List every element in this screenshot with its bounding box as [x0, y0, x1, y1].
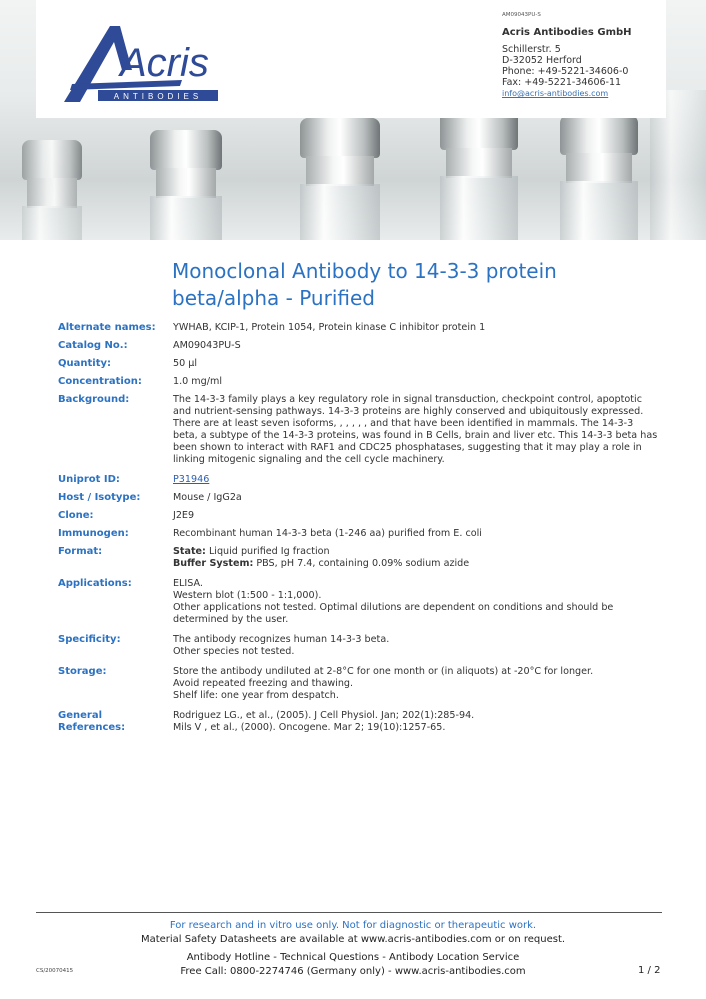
title-line-2: beta/alpha - Purified: [172, 286, 375, 310]
spec-label: Uniprot ID:: [58, 474, 120, 485]
spec-label: Immunogen:: [58, 528, 129, 539]
vial-image: [560, 115, 638, 240]
acris-logo: [62, 24, 222, 106]
spec-row-specificity: [58, 634, 658, 658]
spec-value: [173, 578, 658, 626]
hotline-note: Antibody Hotline - Technical Questions - Antibody Location Service: [186, 952, 520, 963]
spec-row-quantity: [58, 358, 658, 370]
fax-number: Fax: +49-5221-34606-11: [502, 77, 622, 88]
spec-label: [58, 710, 173, 734]
research-use-note: For research and in vitro use only. Not for diagnostic or therapeutic work.: [169, 920, 537, 931]
logo-subtext: ANTIBODIES: [113, 92, 203, 101]
free-call-note: Free Call: 0800-2274746 (Germany only) - www.acris-antibodies.com: [180, 966, 526, 977]
page-title: [172, 258, 602, 312]
spec-row-concentration: [58, 376, 658, 388]
storage-line: Avoid repeated freezing and thawing.: [173, 678, 354, 689]
vial-image: [440, 110, 518, 240]
document-code: CS/20070415: [36, 968, 74, 974]
spec-row-immunogen: [58, 528, 658, 540]
applications-line: Other applications not tested. Optimal dilutions are dependent on conditions and should be determined by the user.: [173, 602, 614, 625]
vial-image: [150, 130, 222, 240]
vial-image: [300, 118, 380, 240]
storage-line: Store the antibody undiluted at 2-8°C for one month or (in aliquots) at -20°C for longer.: [173, 666, 594, 677]
spec-value: [173, 666, 658, 702]
applications-line: Western blot (1:500 - 1:1,000).: [173, 590, 322, 601]
spec-label: Quantity:: [58, 358, 111, 369]
msds-note: Material Safety Datasheets are available at www.acris-antibodies.com or on request.: [140, 934, 566, 945]
spec-row-host: [58, 492, 658, 504]
state-value: Liquid purified Ig fraction: [205, 546, 330, 557]
spec-row-format: [58, 546, 658, 570]
company-contact-block: [502, 10, 632, 99]
spec-row-applications: [58, 578, 658, 626]
company-name: Acris Antibodies GmbH: [502, 27, 632, 38]
specification-table: [58, 322, 658, 740]
spec-value: YWHAB, KCIP-1, Protein 1054, Protein kinase C inhibitor protein 1: [173, 322, 486, 333]
specificity-line: The antibody recognizes human 14-3-3 beta.: [173, 634, 390, 645]
footer-divider: [36, 912, 662, 913]
spec-label: Specificity:: [58, 634, 121, 645]
reference-entry: Rodriguez LG., et al., (2005). J Cell Physiol. Jan; 202(1):285-94.: [173, 710, 475, 721]
buffer-value: PBS, pH 7.4, containing 0.09% sodium azide: [253, 558, 470, 569]
uniprot-link[interactable]: P31946: [173, 474, 210, 485]
specificity-line: Other species not tested.: [173, 646, 295, 657]
spec-row-uniprot: [58, 474, 658, 486]
buffer-label: Buffer System:: [173, 558, 254, 569]
spec-label: Background:: [58, 394, 130, 405]
spec-row-clone: [58, 510, 658, 522]
references-label-line: References:: [58, 722, 126, 733]
spec-value: Mouse / IgG2a: [173, 492, 242, 503]
reference-entry: Mils V , et al., (2000). Oncogene. Mar 2; 19(10):1257-65.: [173, 722, 446, 733]
spec-value: 1.0 mg/ml: [173, 376, 222, 387]
references-label-line: General: [58, 710, 102, 721]
spec-label: Alternate names:: [58, 322, 156, 333]
state-label: State:: [173, 546, 206, 557]
spec-value: Recombinant human 14-3-3 beta (1-246 aa) purified from E. coli: [173, 528, 482, 539]
applications-line: ELISA.: [173, 578, 203, 589]
spec-value: [173, 546, 658, 570]
spec-value: J2E9: [173, 510, 195, 521]
title-line-1: Monoclonal Antibody to 14-3-3 protein: [172, 259, 557, 283]
phone-number: Phone: +49-5221-34606-0: [502, 66, 629, 77]
spec-value: [173, 634, 658, 658]
spec-value: The 14-3-3 family plays a key regulatory role in signal transduction, checkpoint control, apoptotic and nutrient-sensing pathways. 14-3-3 proteins are highly conserved and ubiquitously expressed. There are at least seven isoforms, , , , , , and that have been identified in mammals. The 14-3-3 beta, a subtype of the 14-3-3 proteins, was found in B Cells, brain and liver etc. This 14-3-3 beta has been shown to interact with RAF1 and CDC25 phosphatases, suggesting that it may play a role in linking mitogenic signaling and the cell cycle machinery.: [173, 394, 658, 465]
spec-row-background: [58, 394, 658, 466]
address-line-1: Schillerstr. 5: [502, 44, 561, 55]
spec-value: AM09043PU-S: [173, 340, 241, 351]
spec-row-alternate-names: [58, 322, 658, 334]
spec-row-storage: [58, 666, 658, 702]
page-number: 1 / 2: [638, 965, 661, 976]
spec-row-catalog: [58, 340, 658, 352]
email-link[interactable]: info@acris-antibodies.com: [502, 89, 609, 98]
spec-label: Format:: [58, 546, 103, 557]
spec-label: Storage:: [58, 666, 107, 677]
spec-value: 50 µl: [173, 358, 198, 369]
storage-line: Shelf life: one year from despatch.: [173, 690, 339, 701]
spec-label: Catalog No.:: [58, 340, 128, 351]
spec-label: Clone:: [58, 510, 94, 521]
spec-value: [173, 710, 658, 734]
spec-label: Host / Isotype:: [58, 492, 141, 503]
doc-reference: AM09043PU-S: [502, 12, 541, 18]
logo-wordmark: Acris: [120, 41, 209, 85]
spec-label: Applications:: [58, 578, 132, 589]
spec-row-references: [58, 710, 658, 734]
spec-label: Concentration:: [58, 376, 142, 387]
address-line-2: D-32052 Herford: [502, 55, 582, 66]
vial-image: [22, 140, 82, 240]
